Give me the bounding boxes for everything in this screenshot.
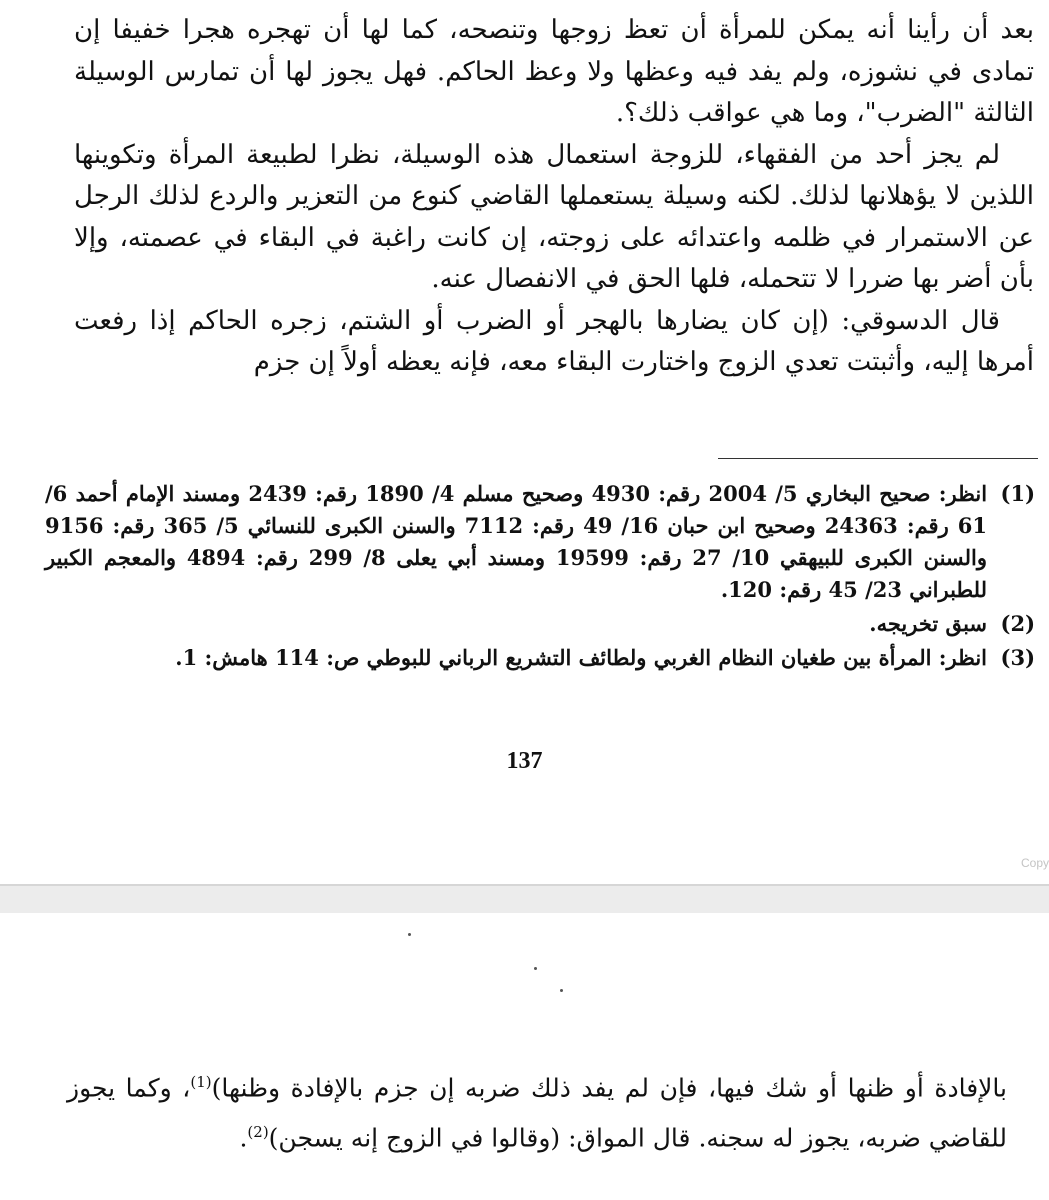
page2-text-end: . (239, 1123, 248, 1153)
footnote-number: (1) (1000, 481, 1035, 506)
footnote-number: (2) (1000, 611, 1035, 636)
body-text (74, 10, 1034, 384)
footnote-1 (45, 478, 1035, 606)
paragraph-2: لم يجز أحد من الفقهاء، للزوجة استعمال هذه الوسيلة، نظرا لطبيعة المرأة وتكوينها اللذين لا يؤهلانها لذلك. لكنه وسيلة يستعملها القاضي كنوع من التعزير والردع لذلك الرجل عن الاستمرار في ظلمه واعتدائه على زوجته، إن كانت راغبة في البقاء في عصمته، وإلا بأن أضر بها ضررا لا تتحمله، فلها الحق في الانفصال عنه. (74, 139, 1034, 294)
scan-speck (408, 933, 411, 936)
page2-paragraph (67, 1060, 1007, 1161)
footnote-text: انظر: صحيح البخاري 5/ 2004 رقم: 4930 وصحيح مسلم 4/ 1890 رقم: 2439 ومسند الإمام أحمد 6/ 61 رقم: 24363 وصحيح ابن حبان 16/ 49 رقم: 7112 والسنن الكبرى للنسائي 5/ 365 رقم: 9156 والسنن الكبرى للبيهقي 10/ 27 رقم: 19599 ومسند أبي يعلى 8/ 299 رقم: 4894 والمعجم الكبير للطبراني 23/ 45 رقم: 120. (45, 481, 988, 602)
paragraph-1: بعد أن رأينا أنه يمكن للمرأة أن تعظ زوجها وتنصحه، كما لها أن تهجره هجرا خفيفا إن تمادى في نشوزه، ولم يفد فيه وعظها ولا وعظ الحاكم. فهل يجوز لها أن تمارس الوسيلة الثالثة "الضرب"، وما هي عواقب ذلك؟. (74, 15, 1034, 128)
footnote-2 (45, 608, 1035, 640)
paragraph-3: قال الدسوقي: (إن كان يضارها بالهجر أو الضرب أو الشتم، زجره الحاكم إذا رفعت أمرها إليه، وأثبتت تعدي الزوج واختارت البقاء معه، فإنه يعظه أولاً إن جزم (74, 305, 1034, 377)
footnote-text: سبق تخريجه. (869, 611, 987, 636)
page2-text-part-2: ، وكما يجوز للقاضي ضربه، يجوز له سجنه. قال المواق: (وقالوا في الزوج إنه يسجن) (67, 1073, 1007, 1153)
footnote-separator-rule (718, 458, 1038, 459)
scan-speck (560, 989, 563, 992)
scan-speck (534, 967, 537, 970)
page-number: 137 (506, 748, 543, 774)
footnotes (45, 478, 1035, 676)
footnote-marker-2: (2) (247, 1123, 269, 1142)
footnote-marker-1: (1) (190, 1073, 212, 1091)
copy-button[interactable]: Copy (1020, 856, 1049, 870)
footnote-number: (3) (1000, 645, 1035, 670)
footnote-text: انظر: المرأة بين طغيان النظام الغربي ولطائف التشريع الرباني للبوطي ص: 114 هامش: 1. (175, 645, 987, 670)
footnote-3 (45, 642, 1035, 674)
page-separator (0, 884, 1049, 915)
page2-text-part-1: بالإفادة أو ظنها أو شك فيها، فإن لم يفد ذلك ضربه إن جزم بالإفادة وظنها) (211, 1073, 1007, 1103)
